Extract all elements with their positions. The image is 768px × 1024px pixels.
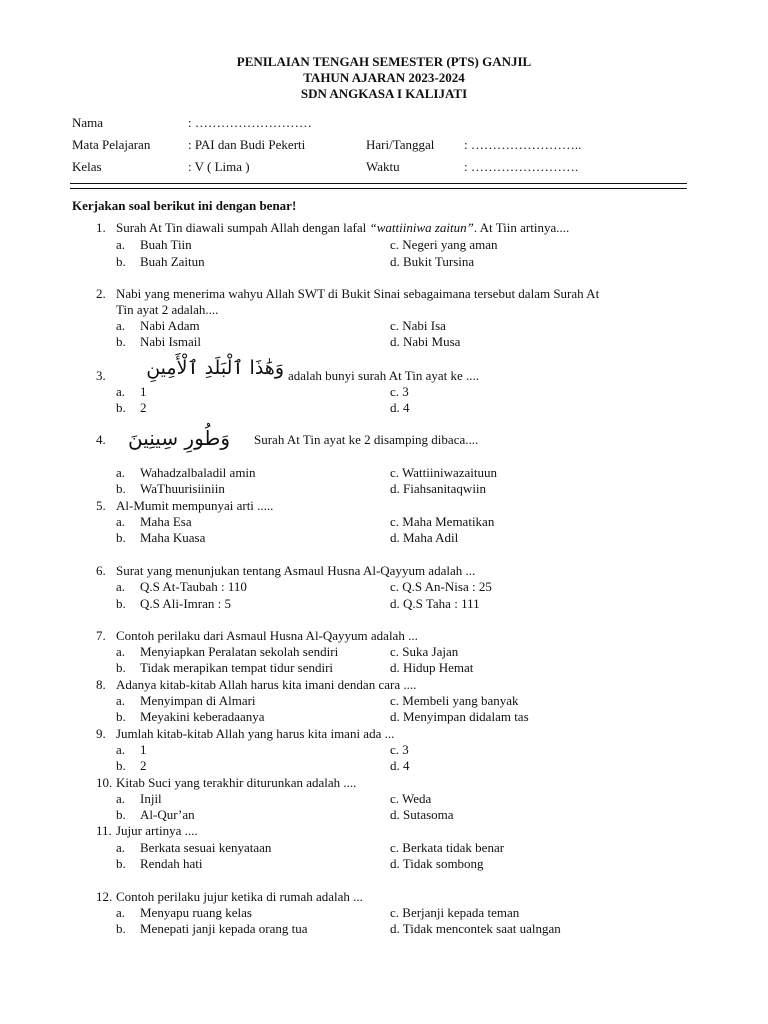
option-text: 1 — [140, 384, 147, 399]
option-c[interactable]: c. Maha Mematikan — [390, 514, 495, 529]
option-d[interactable]: d. Tidak mencontek saat ualngan — [390, 921, 561, 936]
nama-field: : ……………………… — [188, 115, 312, 130]
option-text: 1 — [140, 742, 147, 757]
option-key: a. — [116, 237, 126, 252]
option-key: b. — [116, 334, 126, 349]
option-text: 2 — [140, 400, 147, 415]
option-key: b. — [116, 709, 126, 724]
stem-text: Tin ayat 2 adalah.... — [116, 302, 219, 317]
option-d[interactable]: d. Nabi Musa — [390, 334, 461, 349]
question-stem: Jumlah kitab-kitab Allah yang harus kita imani ada ... — [116, 726, 395, 741]
kelas-label: Kelas — [72, 159, 102, 174]
question-stem: Kitab Suci yang terakhir diturunkan adalah .... — [116, 775, 357, 790]
option-key: b. — [116, 254, 126, 269]
question-number: 2. — [96, 286, 106, 301]
option-text: Menyapu ruang kelas — [140, 905, 252, 920]
option-text: Injil — [140, 791, 162, 806]
question-number: 7. — [96, 628, 106, 643]
question-number: 12. — [96, 889, 113, 904]
option-key: b. — [116, 856, 126, 871]
option-d[interactable]: d. Maha Adil — [390, 530, 459, 545]
option-key: b. — [116, 481, 126, 496]
option-text: Buah Zaitun — [140, 254, 205, 269]
header-line-3: SDN ANGKASA I KALIJATI — [300, 86, 468, 101]
option-key: b. — [116, 660, 126, 675]
question-number: 10. — [96, 775, 113, 790]
question-stem: Jujur artinya .... — [116, 823, 198, 838]
option-key: b. — [116, 758, 126, 773]
question-stem: Surat yang menunjukan tentang Asmaul Husna Al-Qayyum adalah ... — [116, 563, 476, 578]
option-key: a. — [116, 693, 126, 708]
kelas-value: : V ( Lima ) — [188, 159, 250, 174]
question-stem — [116, 220, 691, 236]
option-d[interactable]: d. 4 — [390, 400, 410, 415]
question-number: 4. — [96, 432, 106, 447]
option-c[interactable]: c. Suka Jajan — [390, 644, 459, 659]
student-info — [72, 115, 692, 181]
option-text: Menepati janji kepada orang tua — [140, 921, 308, 936]
option-text: Al-Qur’an — [140, 807, 195, 822]
question-number: 8. — [96, 677, 106, 692]
option-d[interactable]: d. Q.S Taha : 111 — [390, 596, 480, 611]
option-text: Menyiapkan Peralatan sekolah sendiri — [140, 644, 339, 659]
header-line-1: PENILAIAN TENGAH SEMESTER (PTS) GANJIL — [236, 54, 532, 69]
question-stem: Contoh perilaku jujur ketika di rumah adalah ... — [116, 889, 363, 904]
question-stem: Adanya kitab-kitab Allah harus kita imani dendan cara .... — [116, 677, 417, 692]
nama-label: Nama — [72, 115, 104, 130]
option-d[interactable]: d. Tidak sombong — [390, 856, 484, 871]
option-c[interactable]: c. 3 — [390, 742, 409, 757]
info-row-mapel — [72, 137, 692, 159]
option-c[interactable]: c. 3 — [390, 384, 409, 399]
option-text: Q.S Ali-Imran : 5 — [140, 596, 231, 611]
arabic-verse-image: وَطُورِ سِينِينَ — [127, 426, 230, 450]
option-key: b. — [116, 530, 126, 545]
waktu-field: : ……………………. — [464, 159, 579, 174]
stem-text: . At Tiin artinya.... — [473, 220, 570, 235]
hari-field: : …………………….. — [464, 137, 582, 152]
option-text: Menyimpan di Almari — [140, 693, 256, 708]
divider-top — [70, 183, 687, 184]
option-text: 2 — [140, 758, 147, 773]
option-d[interactable]: d. Sutasoma — [390, 807, 454, 822]
divider-bottom — [70, 188, 687, 189]
option-key: b. — [116, 921, 126, 936]
option-key: a. — [116, 791, 126, 806]
option-key: b. — [116, 596, 126, 611]
option-text: Meyakini keberadaanya — [140, 709, 265, 724]
option-key: a. — [116, 465, 126, 480]
stem-italic: “wattiiniwa zaitun” — [369, 220, 474, 235]
option-key: a. — [116, 318, 126, 333]
option-text: Nabi Ismail — [140, 334, 202, 349]
stem-text: Nabi yang menerima wahyu Allah SWT di Bukit Sinai sebagaimana tersebut dalam Surah At — [116, 286, 600, 301]
info-row-kelas — [72, 159, 692, 181]
info-row-nama — [72, 115, 692, 137]
mapel-label: Mata Pelajaran — [72, 137, 151, 152]
option-key: b. — [116, 807, 126, 822]
question-number: 9. — [96, 726, 106, 741]
option-text: Rendah hati — [140, 856, 203, 871]
exam-header — [0, 54, 768, 102]
option-text: Maha Esa — [140, 514, 192, 529]
question-stem: Surah At Tin ayat ke 2 disamping dibaca.... — [254, 432, 479, 447]
stem-text: Surah At Tin diawali sumpah Allah dengan lafal — [116, 220, 370, 235]
option-c[interactable]: c. Wattiiniwazaituun — [390, 465, 498, 480]
option-c[interactable]: c. Q.S An-Nisa : 25 — [390, 579, 492, 594]
option-text: Nabi Adam — [140, 318, 200, 333]
option-text: Q.S At-Taubah : 110 — [140, 579, 247, 594]
question-number: 1. — [96, 220, 106, 235]
option-text: Maha Kuasa — [140, 530, 206, 545]
header-line-2: TAHUN AJARAN 2023-2024 — [303, 70, 465, 85]
hari-label: Hari/Tanggal — [366, 137, 435, 152]
option-d[interactable]: d. Fiahsanitaqwiin — [390, 481, 487, 496]
option-key: b. — [116, 400, 126, 415]
option-text: WaThuurisiiniin — [140, 481, 225, 496]
question-number: 6. — [96, 563, 106, 578]
option-c[interactable]: c. Membeli yang banyak — [390, 693, 519, 708]
question-stem — [116, 286, 691, 318]
question-stem: adalah bunyi surah At Tin ayat ke .... — [288, 368, 480, 383]
option-key: a. — [116, 840, 126, 855]
option-text: Wahadzalbaladil amin — [140, 465, 256, 480]
option-key: a. — [116, 905, 126, 920]
option-text: Berkata sesuai kenyataan — [140, 840, 272, 855]
option-d[interactable]: d. Bukit Tursina — [390, 254, 475, 269]
mapel-value: : PAI dan Budi Pekerti — [188, 137, 306, 152]
option-key: a. — [116, 384, 126, 399]
waktu-label: Waktu — [366, 159, 400, 174]
option-c[interactable]: c. Weda — [390, 791, 432, 806]
option-text: Buah Tiin — [140, 237, 192, 252]
question-stem: Contoh perilaku dari Asmaul Husna Al-Qayyum adalah ... — [116, 628, 418, 643]
question-stem: Al-Mumit mempunyai arti ..... — [116, 498, 274, 513]
option-d[interactable]: d. Menyimpan didalam tas — [390, 709, 529, 724]
option-c[interactable]: c. Negeri yang aman — [390, 237, 498, 252]
option-key: a. — [116, 514, 126, 529]
arabic-verse-image: وَهَٰذَا ٱلْبَلَدِ ٱلْأَمِينِ — [146, 357, 284, 379]
option-d[interactable]: d. Hidup Hemat — [390, 660, 474, 675]
option-d[interactable]: d. 4 — [390, 758, 410, 773]
option-key: a. — [116, 644, 126, 659]
question-number: 3. — [96, 368, 106, 383]
option-c[interactable]: c. Nabi Isa — [390, 318, 446, 333]
option-c[interactable]: c. Berkata tidak benar — [390, 840, 505, 855]
option-key: a. — [116, 742, 126, 757]
instruction: Kerjakan soal berikut ini dengan benar! — [72, 198, 297, 213]
option-c[interactable]: c. Berjanji kepada teman — [390, 905, 520, 920]
question-number: 5. — [96, 498, 106, 513]
option-text: Tidak merapikan tempat tidur sendiri — [140, 660, 334, 675]
option-key: a. — [116, 579, 126, 594]
question-number: 11. — [96, 823, 112, 838]
